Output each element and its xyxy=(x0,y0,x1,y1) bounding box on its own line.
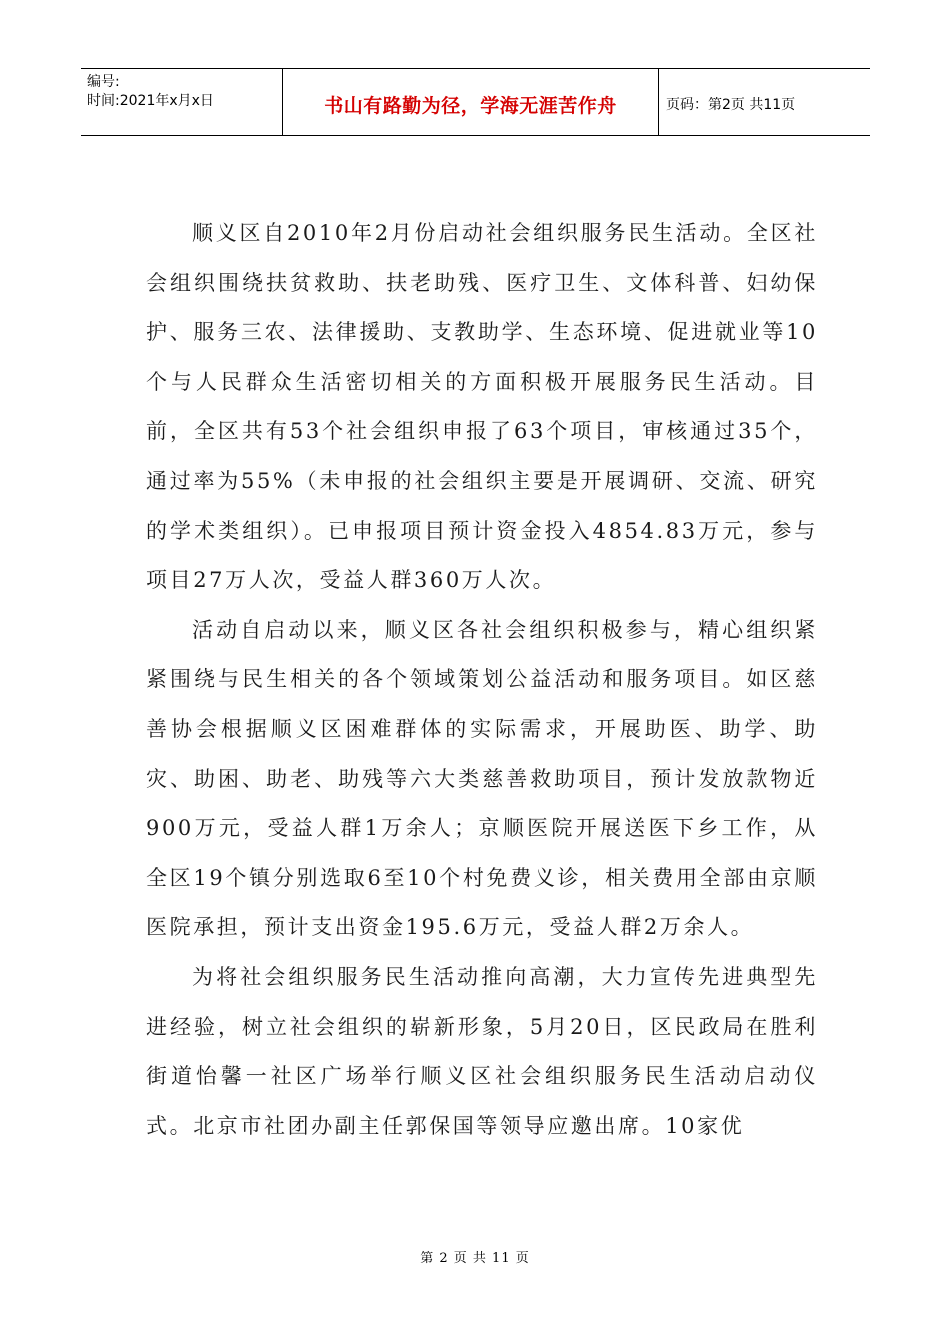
body-paragraph-3: 为将社会组织服务民生活动推向高潮，大力宣传先进典型先进经验，树立社会组织的崭新形象，5月20日，区民政局在胜利街道怡馨一社区广场举行顺义区社会组织服务民生活动启动仪式。北京市社团办副主任郭保国等领导应邀出席。10家优 xyxy=(146,964,818,1138)
body-paragraph-2: 活动自启动以来，顺义区各社会组织积极参与，精心组织紧紧围绕与民生相关的各个领域策划公益活动和服务项目。如区慈善协会根据顺义区困难群体的实际需求，开展助医、助学、助灾、助困、助老、助残等六大类慈善救助项目，预计发放款物近900万元，受益人群1万余人；京顺医院开展送医下乡工作，从全区19个镇分别选取6至10个村免费义诊，相关费用全部由京顺医院承担，预计支出资金195.6万元，受益人群2万余人。 xyxy=(146,617,818,940)
document-date-label: 时间:2021年x月x日 xyxy=(87,93,214,109)
header-meta-cell xyxy=(81,69,283,135)
body-paragraph-1: 顺义区自2010年2月份启动社会组织服务民生活动。全区社会组织围绕扶贫救助、扶老助残、医疗卫生、文体科普、妇幼保护、服务三农、法律援助、支教助学、生态环境、促进就业等10个与人民群众生活密切相关的方面积极开展服务民生活动。目前，全区共有53个社会组织申报了63个项目，审核通过35个，通过率为55%（未申报的社会组织主要是开展调研、交流、研究的学术类组织）。已申报项目预计资金投入4854.83万元，参与项目27万人次，受益人群360万人次。 xyxy=(146,221,818,593)
document-number-label: 编号: xyxy=(87,74,120,90)
header-page-code: 页码：第2页 共11页 xyxy=(666,97,796,113)
document-header xyxy=(81,68,870,136)
page-footer: 第 2 页 共 11 页 xyxy=(420,1251,530,1266)
document-body xyxy=(146,209,818,1151)
header-motto: 书山有路勤为径，学海无涯苦作舟 xyxy=(283,69,659,135)
